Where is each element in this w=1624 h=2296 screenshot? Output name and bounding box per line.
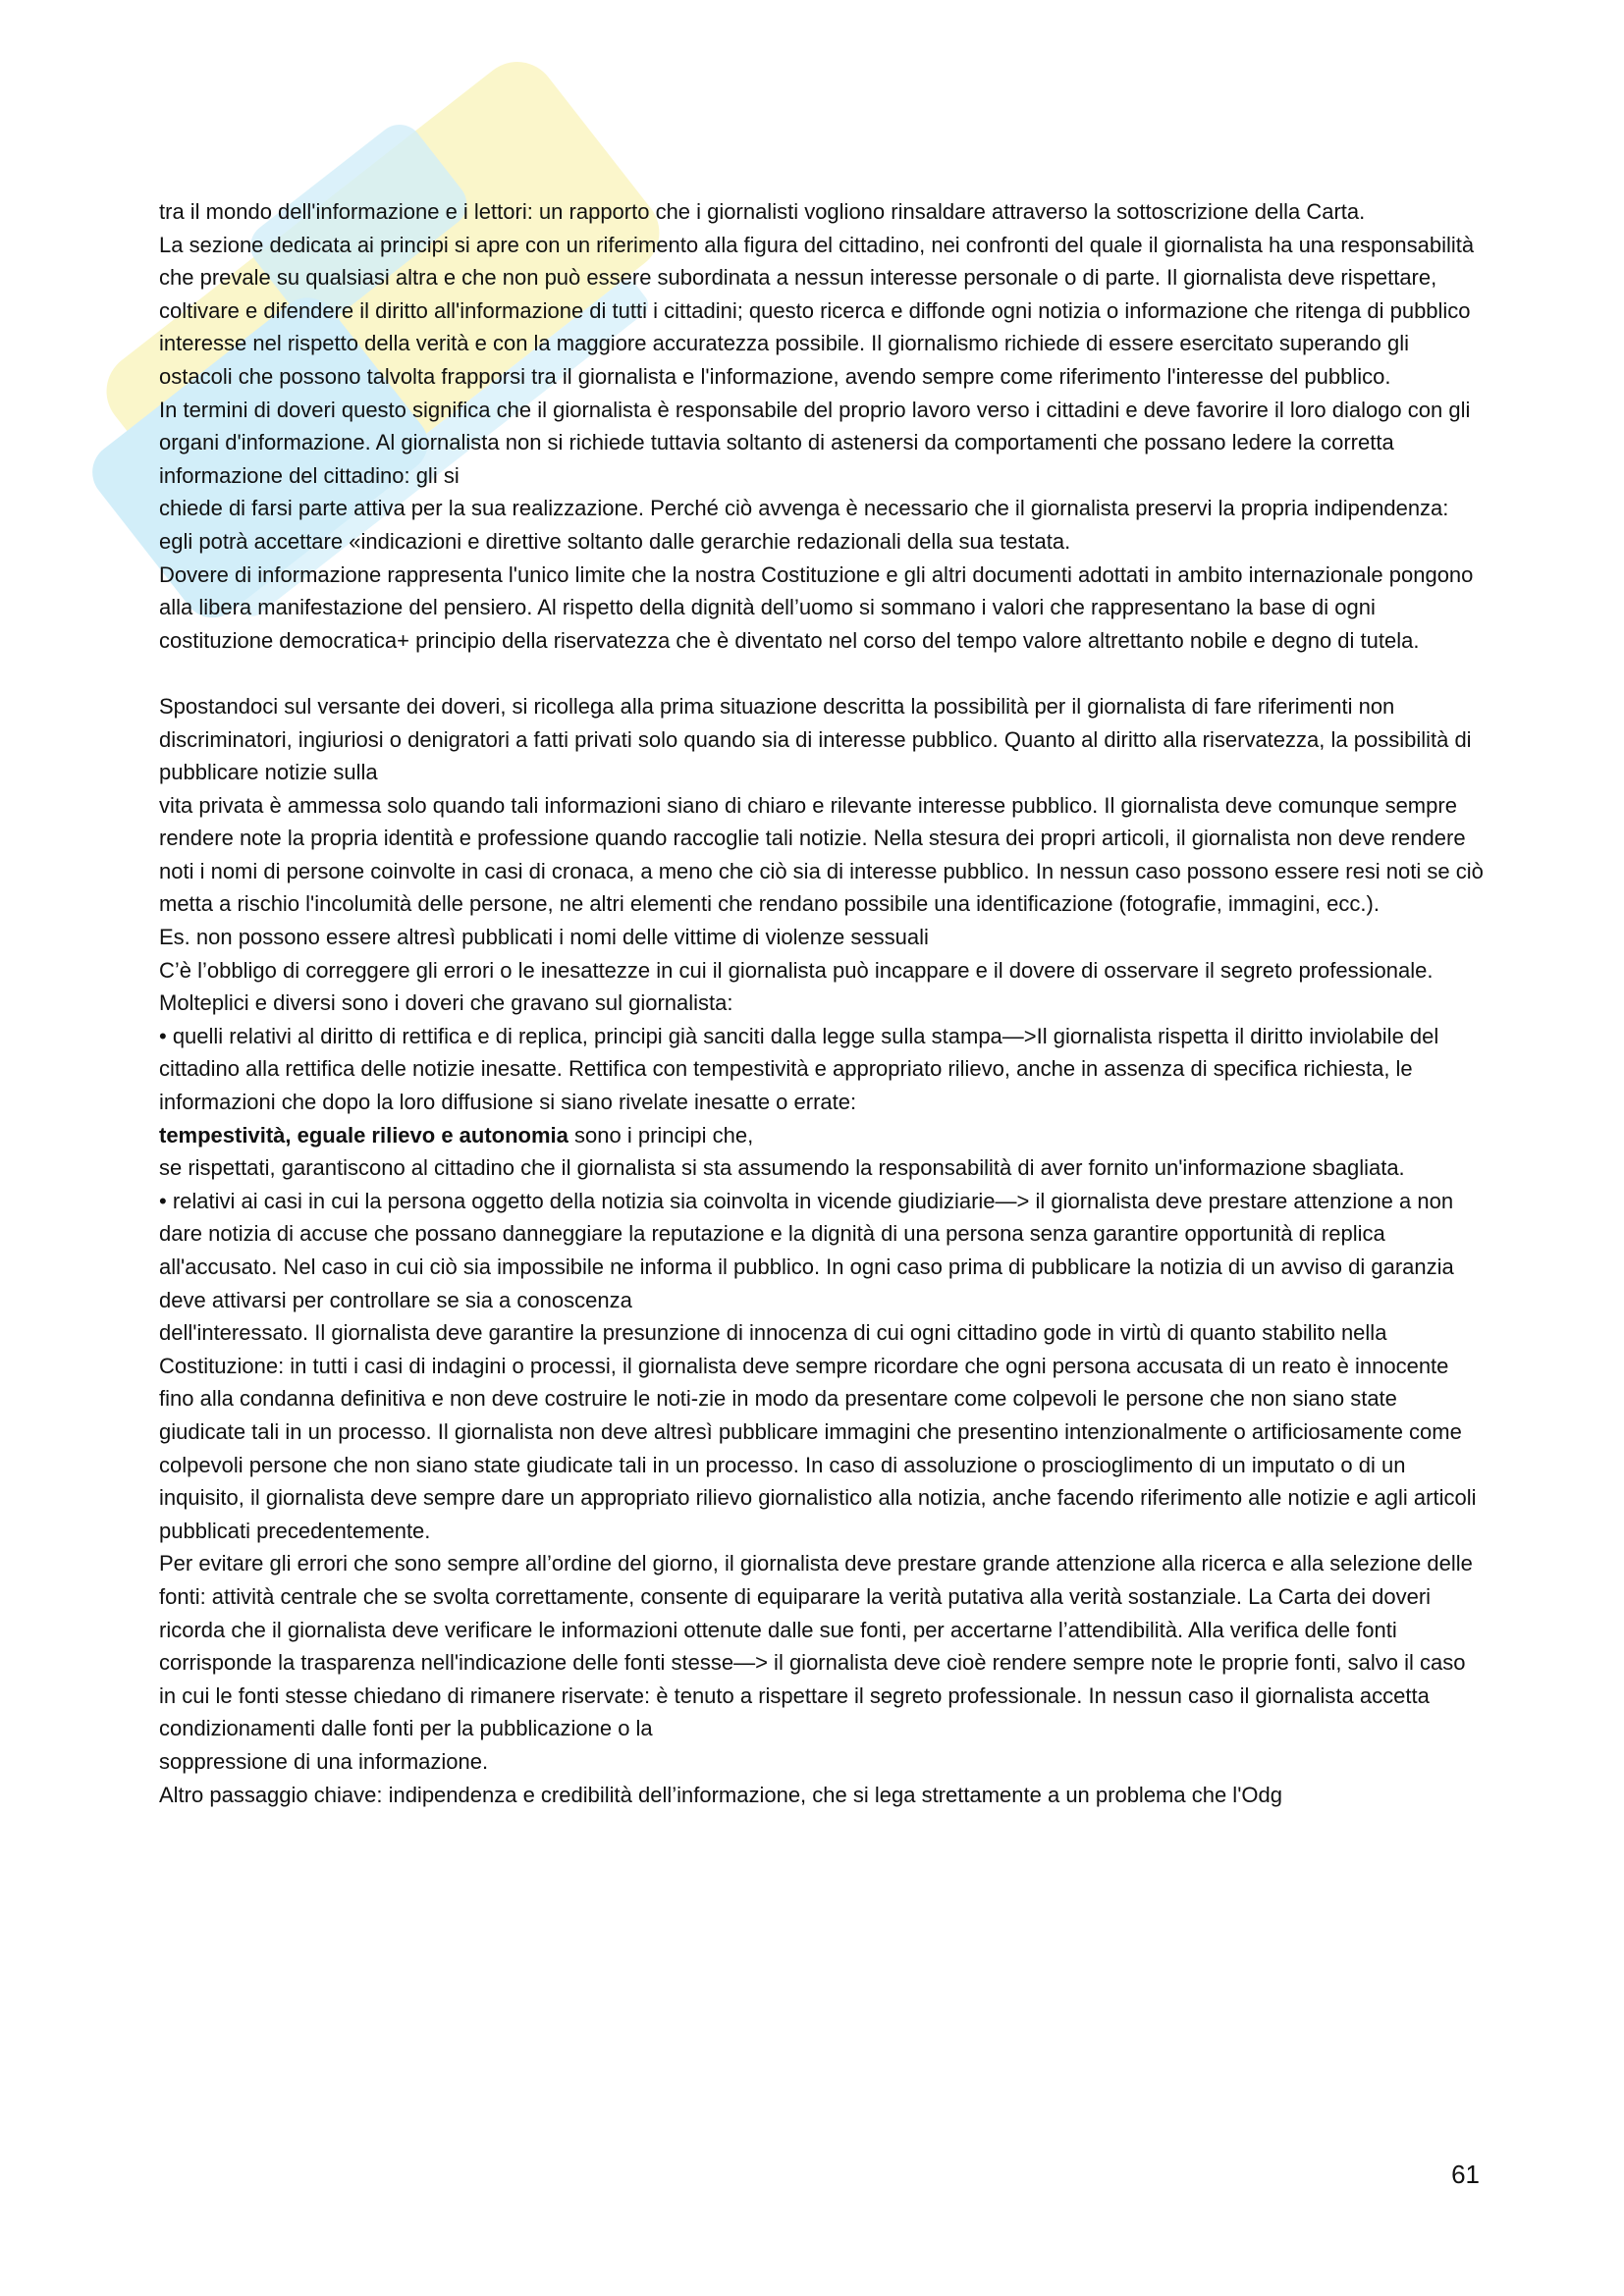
paragraph: Altro passaggio chiave: indipendenza e credibilità dell’informazione, che si lega strettamente a un problema che l'Odg [159,1782,1282,1807]
paragraph: tra il mondo dell'informazione e i lettori: un rapporto che i giornalisti vogliono rinsaldare attraverso la sottoscrizione della Carta. [159,199,1366,224]
bullet-item: • quelli relativi al diritto di rettifica e di replica, principi già sanciti dalla legge sulla stampa—>Il giornalista rispetta il diritto inviolabile del cittadino alla rettifica delle notizie inesatte. Rettifica con tempestività e appropriato rilievo, anche in assenza di specifica richiesta, le informazioni che dopo la loro diffusione si siano rivelate inesatte o errate: [159,1023,1439,1115]
paragraph: Dovere di informazione rappresenta l'unico limite che la nostra Costituzione e gli altri documenti adottati in ambito internazionale pongono alla libera manifestazione del pensiero. Al rispetto della dignità dell’uomo si sommano i valori che rappresentano la base di ogni costituzione democratica+ principio della riservatezza che è diventato nel corso del tempo valore altrettanto nobile e degno di tutela. [159,561,1474,653]
paragraph: chiede di farsi parte attiva per la sua realizzazione. Perché ciò avvenga è necessario che il giornalista preservi la propria indipendenza: egli potrà accettare «indicazioni e direttive soltanto dalle gerarchie redazionali della sua testata. [159,496,1449,554]
paragraph: Molteplici e diversi sono i doveri che gravano sul giornalista: [159,990,733,1016]
paragraph: dell'interessato. Il giornalista deve garantire la presunzione di innocenza di cui ogni cittadino gode in virtù di quanto stabilito nella Costituzione: in tutti i casi di indagini o processi, il giornalista deve sempre ricordare che ogni persona accusata di un reato è innocente fino alla condanna definitiva e non deve costruire le noti-zie in modo da presentare come colpevoli le persone che non siano state giudicate tali in un processo. Il giornalista non deve altresì pubblicare immagini che presentino intenzionalmente o artificiosamente come colpevoli persone che non siano state giudicate tali in un processo. In caso di assoluzione o proscioglimento di un imputato o di un inquisito, il giornalista deve sempre dare un appropriato rilievo giornalistico alla notizia, anche facendo riferimento alle notizie e agli articoli pubblicati precedentemente. [159,1320,1477,1543]
paragraph: In termini di doveri questo significa che il giornalista è responsabile del proprio lavoro verso i cittadini e deve favorire il loro dialogo con gli organi d'informazione. Al giornalista non si richiede tuttavia soltanto di astenersi da comportamenti che possano ledere la corretta informazione del cittadino: gli si [159,397,1471,488]
paragraph: C’è l’obbligo di correggere gli errori o le inesattezze in cui il giornalista può incappare e il dovere di osservare il segreto professionale. [159,957,1434,983]
paragraph: vita privata è ammessa solo quando tali informazioni siano di chiaro e rilevante interesse pubblico. Il giornalista deve comunque sempre rendere note la propria identità e professione quando raccoglie tali notizie. Nella stesura dei propri articoli, il giornalista non deve rendere noti i nomi di persone coinvolte in casi di cronaca, a meno che ciò sia di interesse pubblico. In nessun caso possono essere resi noti se ciò metta a rischio l'incolumità delle persone, ne altri elementi che rendano possibile una identificazione (fotografie, immagini, ecc.). [159,792,1484,917]
paragraph: Spostandoci sul versante dei doveri, si ricollega alla prima situazione descritta la possibilità per il giornalista di fare riferimenti non discriminatori, ingiuriosi o denigratori a fatti privati solo quando sia di interesse pubblico. Quanto al diritto alla riservatezza, la possibilità di pubblicare notizie sulla [159,693,1472,785]
paragraph: La sezione dedicata ai principi si apre con un riferimento alla figura del cittadino, nei confronti del quale il giornalista ha una responsabilità che prevale su qualsiasi altra e che non può essere subordinata a nessun interesse personale o di parte. Il giornalista deve rispettare, coltivare e difendere il diritto all'informazione di tutti i cittadini; questo ricerca e diffonde ogni notizia o informazione che ritenga di pubblico interesse nel rispetto della verità e con la maggiore accuratezza possibile. Il giornalismo richiede di essere esercitato superando gli ostacoli che possono talvolta frapporsi tra il giornalista e l'informazione, avendo sempre come riferimento l'interesse del pubblico. [159,232,1475,389]
paragraph: Per evitare gli errori che sono sempre all’ordine del giorno, il giornalista deve prestare grande attenzione alla ricerca e alla selezione delle fonti: attività centrale che se svolta correttamente, consente di equiparare la verità putativa alla verità sostanziale. La Carta dei doveri ricorda che il giornalista deve verificare le informazioni ottenute dalle sue fonti, per accertarne l’attendibilità. Alla verifica delle fonti corrisponde la trasparenza nell'indicazione delle fonti stesse—> il giornalista deve cioè rendere sempre note le proprie fonti, salvo il caso in cui le fonti stesse chiedano di rimanere riservate: è tenuto a rispettare il segreto professionale. In nessun caso il giornalista accetta condizionamenti dalle fonti per la pubblicazione o la [159,1551,1473,1741]
document-body [159,195,1485,1811]
bold-line [159,1119,1485,1152]
bold-text: tempestività, eguale rilievo e autonomia [159,1122,568,1148]
bullet-item: • relativi ai casi in cui la persona oggetto della notizia sia coinvolta in vicende giudiziarie—> il giornalista deve prestare attenzione a non dare notizia di accuse che possano danneggiare la reputazione e la dignità di una persona senza garantire opportunità di replica all'accusato. Nel caso in cui ciò sia impossibile ne informa il pubblico. In ogni caso prima di pubblicare la notizia di un avviso di garanzia deve attivarsi per controllare se sia a conoscenza [159,1188,1454,1312]
paragraph: soppressione di una informazione. [159,1748,489,1774]
paragraph: se rispettati, garantiscono al cittadino che il giornalista si sta assumendo la responsabilità di aver fornito un'informazione sbagliata. [159,1155,1405,1181]
paragraph: Es. non possono essere altresì pubblicati i nomi delle vittime di violenze sessuali [159,925,929,950]
paragraph-gap [159,657,1485,690]
page-number: 61 [1451,2160,1480,2189]
bold-line-rest: sono i principi che, [568,1122,754,1148]
